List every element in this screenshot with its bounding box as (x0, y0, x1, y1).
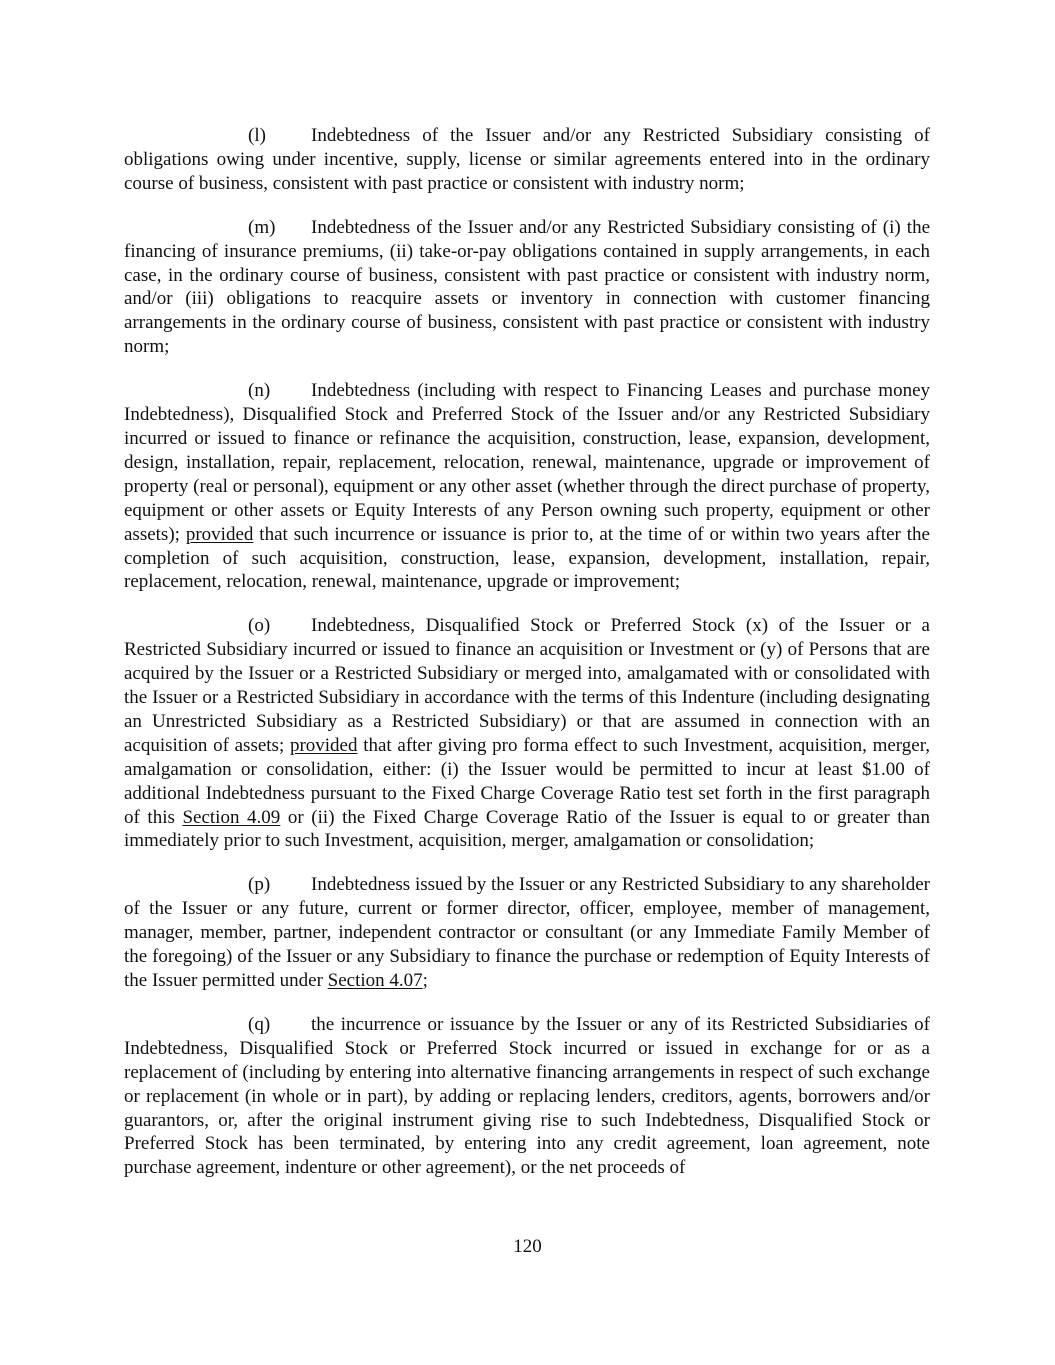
paragraph-text: that such incurrence or issuance is prior to, at the time of or within two years after the completion of such acquisition, construction, lease, expansion, development, installation, repair, replacement, relocation, renewal, maintenance, upgrade or improvement; (124, 523, 930, 593)
paragraph-text: Indebtedness, Disqualified Stock or Preferred Stock (x) of the Issuer or a Restricted Subsidiary incurred or issued to finance an acquisition or Investment or (y) of Persons that are acquired by the Issuer or a Restricted Subsidiary or merged into, amalgamated with or consolidated with the Issuer or a Restricted Subsidiary in accordance with the terms of this Indenture (including designating an Unrestricted Subsidiary as a Restricted Subsidiary) or that are assumed in connection with an acquisition of assets; (124, 615, 930, 756)
provided-term: provided (289, 734, 358, 756)
paragraph-q (124, 1013, 930, 1180)
paragraph-text: Indebtedness issued by the Issuer or any Restricted Subsidiary to any shareholder of the Issuer or any future, current or former director, officer, employee, member of management, manager, member, partner, independent contractor or consultant (or any Immediate Family Member of the foregoing) of the Issuer or any Subsidiary to finance the purchase or redemption of Equity Interests of the Issuer permitted under (124, 874, 930, 991)
paragraph-text: Indebtedness of the Issuer and/or any Restricted Subsidiary consisting of (i) the financing of insurance premiums, (ii) take-or-pay obligations contained in supply arrangements, in each case, in the ordinary course of business, consistent with past practice or consistent with industry norm, and/or (iii) obligations to reacquire assets or inventory in connection with customer financing arrangements in the ordinary course of business, consistent with past practice or consistent with industry norm; (124, 216, 930, 358)
paragraph-text: Indebtedness (including with respect to Financing Leases and purchase money Indebtedness), Disqualified Stock and Preferred Stock of the Issuer and/or any Restricted Subsidiary incurred or issued to finance or refinance the acquisition, construction, lease, expansion, development, design, installation, repair, replacement, relocation, renewal, maintenance, upgrade or improvement of property (real or personal), equipment or any other asset (whether through the direct purchase of property, equipment or other assets or Equity Interests of any Person owning such property, equipment or other assets); (124, 380, 930, 545)
paragraph-marker: (l) (248, 125, 266, 146)
paragraph-n (124, 379, 930, 594)
paragraph-text: ; (422, 970, 428, 991)
paragraph-marker: (n) (248, 380, 271, 402)
document-page (124, 124, 930, 1200)
page-number: 120 (513, 1236, 542, 1257)
paragraph-text: the incurrence or issuance by the Issuer or any of its Restricted Subsidiaries of Indebtedness, Disqualified Stock or Preferred Stock incurred or issued in exchange for or as a replacement of (including by entering into alternative financing arrangements in respect of such exchange or replacement (in whole or in part), by adding or replacing lenders, creditors, agents, borrowers and/or guarantors, or, after the original instrument giving rise to such Indebtedness, Disqualified Stock or Preferred Stock has been terminated, by entering into any credit agreement, loan agreement, note purchase agreement, indenture or other agreement), or the net proceeds of (124, 1013, 930, 1179)
section-reference: Section 4.09 (182, 806, 281, 828)
paragraph-l (124, 124, 930, 196)
paragraph-text: Indebtedness of the Issuer and/or any Restricted Subsidiary consisting of obligations owing under incentive, supply, license or similar agreements entered into in the ordinary course of business, consistent with past practice or consistent with industry norm; (124, 125, 930, 194)
paragraph-m (124, 216, 930, 359)
paragraph-o (124, 614, 930, 853)
paragraph-text: that after giving pro forma effect to such Investment, acquisition, merger, amalgamation or consolidation, either: (i) the Issuer would be permitted to incur at least $1.00 of additional Indebtedness pursuant to the Fixed Charge Coverage Ratio test set forth in the first paragraph of this (124, 734, 931, 828)
paragraph-marker: (q) (248, 1013, 271, 1035)
paragraph-marker: (o) (248, 615, 271, 637)
section-reference: Section 4.07 (327, 970, 423, 991)
paragraph-p (124, 873, 930, 993)
provided-term: provided (185, 523, 254, 545)
paragraph-marker: (p) (248, 874, 271, 896)
paragraph-text: or (ii) the Fixed Charge Coverage Ratio of the Issuer is equal to or greater than immediately prior to such Investment, acquisition, merger, amalgamation or consolidation; (124, 806, 930, 852)
paragraph-marker: (m) (248, 216, 276, 238)
